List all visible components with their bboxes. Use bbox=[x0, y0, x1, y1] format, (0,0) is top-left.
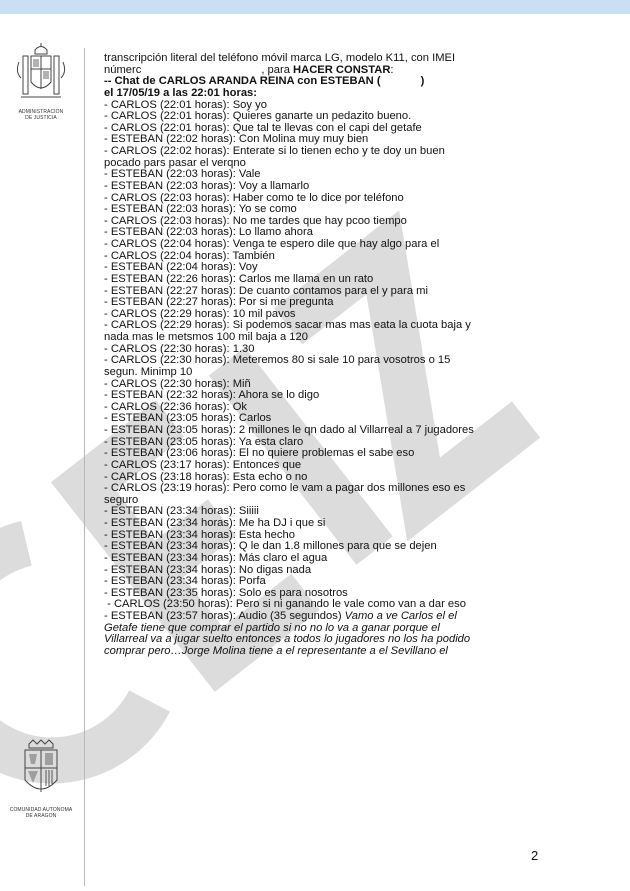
justice-seal bbox=[10, 42, 72, 121]
page-number: 2 bbox=[531, 848, 539, 863]
speaker-label: - ESTEBAN (22:04 horas): bbox=[104, 261, 236, 274]
speaker-label: - ESTEBAN (22:32 horas): bbox=[104, 389, 236, 402]
seal-caption-bottom: COMUNIDAD AUTONOMA DE ARAGON bbox=[9, 807, 73, 819]
margin-rule bbox=[84, 48, 85, 886]
speaker-label: - ESTEBAN (22:02 horas): bbox=[104, 133, 236, 146]
speaker-label: - CARLOS (23:19 horas): bbox=[104, 482, 230, 495]
message-text: Vale bbox=[235, 168, 261, 181]
message-text: Me ha DJ i que si bbox=[235, 517, 326, 529]
chat-title: -- Chat de CARLOS ARANDA REINA con ESTEBAN ( ) bbox=[104, 75, 425, 88]
message-text: Pero como le vam a pagar dos millones eso es bbox=[229, 482, 466, 495]
message-text: Audio (35 segundos) bbox=[235, 610, 345, 622]
speaker-label: - ESTEBAN (23:57 horas): bbox=[104, 610, 236, 622]
speaker-label: - CARLOS (22:04 horas): bbox=[104, 249, 230, 262]
message-text: Si podemos sacar mas mas eata la cuota baja y bbox=[229, 319, 471, 332]
speaker-label: - CARLOS (22:03 horas): bbox=[104, 191, 230, 204]
message-text: Quieres ganarte un pedazito bueno. bbox=[229, 110, 412, 123]
speaker-label: - ESTEBAN (23:34 horas): bbox=[104, 540, 236, 553]
speaker-label: - ESTEBAN (22:03 horas): bbox=[104, 203, 236, 216]
message-text: Siiiii bbox=[235, 505, 259, 518]
speaker-label: - CARLOS (22:02 horas): bbox=[104, 145, 230, 157]
audio-transcript-text: comprar pero…Jorge Molina tiene a el representante a el Sevillano el bbox=[104, 644, 448, 657]
speaker-label: - CARLOS (22:04 horas): bbox=[104, 238, 230, 250]
top-band bbox=[0, 0, 630, 14]
speaker-label: - CARLOS (22:03 horas): bbox=[104, 214, 230, 227]
speaker-label: - ESTEBAN (22:03 horas): bbox=[104, 226, 236, 239]
message-text: No digas nada bbox=[235, 563, 312, 576]
message-text: De cuanto contamos para el y para mi bbox=[235, 284, 428, 297]
speaker-label: - CARLOS (22:29 horas): bbox=[104, 307, 230, 320]
message-text: Ok bbox=[229, 400, 248, 413]
speaker-label: - ESTEBAN (23:34 horas): bbox=[104, 528, 236, 541]
message-text: Por si me pregunta bbox=[235, 296, 334, 309]
speaker-label: - ESTEBAN (23:05 horas): bbox=[104, 412, 236, 425]
speaker-label: - CARLOS (22:01 horas): bbox=[104, 98, 230, 111]
audio-transcript-text: Vamo a ve Carlos el el bbox=[344, 610, 457, 622]
message-text: 10 mil pavos bbox=[229, 307, 296, 320]
speaker-label: - ESTEBAN (23:35 horas): bbox=[104, 586, 236, 599]
speaker-label: - ESTEBAN (22:03 horas): bbox=[104, 168, 236, 181]
audio-transcript-text: Getafe tiene que comprar el partido si no no lo va a ganar porque el bbox=[104, 621, 440, 634]
message-text: Esta hecho bbox=[235, 528, 295, 541]
seal-caption-top: ADMINISTRACION DE JUSTICIA bbox=[18, 109, 64, 121]
message-text: seguro bbox=[104, 493, 139, 506]
message-text: Q le dan 1.8 millones para que se dejen bbox=[235, 540, 437, 553]
message-text: Esta echo o no bbox=[229, 470, 308, 483]
transcript-line bbox=[104, 483, 544, 495]
message-text: Venga te espero dile que hay algo para el bbox=[229, 238, 440, 250]
speaker-label: - ESTEBAN (22:26 horas): bbox=[104, 272, 236, 285]
message-list bbox=[104, 100, 544, 658]
speaker-label: - ESTEBAN (22:27 horas): bbox=[104, 284, 236, 297]
coat-of-arms-icon bbox=[17, 738, 65, 804]
message-text: No me tardes que hay pcoo tiempo bbox=[229, 214, 407, 227]
message-text: Enterate si lo tienen echo y te doy un buen bbox=[229, 145, 445, 157]
message-text: Ahora se lo digo bbox=[235, 389, 320, 402]
speaker-label: - ESTEBAN (23:06 horas): bbox=[104, 447, 236, 460]
speaker-label: - ESTEBAN (23:34 horas): bbox=[104, 575, 236, 588]
chat-date: el 17/05/19 a las 22:01 horas: bbox=[104, 86, 257, 99]
message-text: Porfa bbox=[235, 575, 266, 588]
intro-line: transcripción literal del teléfono móvil marca LG, modelo K11, con IMEI bbox=[104, 52, 456, 64]
speaker-label: - ESTEBAN (22:27 horas): bbox=[104, 296, 236, 309]
message-text: Meteremos 80 si sale 10 para vosotros o 15 bbox=[229, 354, 451, 367]
speaker-label: - ESTEBAN (22:03 horas): bbox=[104, 179, 236, 192]
message-text: Pero si ni ganando le vale como van a dar eso bbox=[232, 598, 466, 611]
speaker-label: - CARLOS (22:30 horas): bbox=[104, 354, 230, 367]
coat-of-arms-icon bbox=[15, 42, 67, 106]
speaker-label: - CARLOS (23:50 horas): bbox=[104, 598, 233, 611]
transcript-line bbox=[104, 646, 544, 658]
intro-line-2: númerc , para HACER CONSTAR: bbox=[104, 63, 394, 76]
message-text: Lo llamo ahora bbox=[235, 226, 313, 239]
message-text: Miñ bbox=[229, 377, 251, 390]
message-text: Con Molina muy muy bien bbox=[235, 133, 369, 146]
speaker-label: - CARLOS (23:18 horas): bbox=[104, 470, 230, 483]
message-text: Yo se como bbox=[235, 203, 297, 216]
message-text: Voy a llamarlo bbox=[235, 179, 310, 192]
message-text: Más claro el agua bbox=[235, 551, 328, 564]
message-text: Haber como te lo dice por teléfono bbox=[229, 191, 404, 204]
document-body bbox=[104, 53, 544, 658]
message-text: Entonces que bbox=[229, 458, 302, 471]
aragon-seal bbox=[10, 738, 72, 819]
audio-transcript-text: Villarreal va a jugar suelto entonces a todos lo jugadores no los ha podido bbox=[104, 633, 471, 646]
message-text: Soy yo bbox=[229, 98, 267, 111]
speaker-label: - CARLOS (22:01 horas): bbox=[104, 121, 230, 134]
message-text: Voy bbox=[235, 261, 258, 274]
speaker-label: - CARLOS (22:29 horas): bbox=[104, 319, 230, 332]
speaker-label: - CARLOS (22:30 horas): bbox=[104, 342, 230, 355]
message-text: Carlos me llama en un rato bbox=[235, 272, 374, 285]
speaker-label: - ESTEBAN (23:34 horas): bbox=[104, 563, 236, 576]
message-text: 2 millones le qn dado al Villarreal a 7 jugadores bbox=[235, 424, 474, 436]
speaker-label: - ESTEBAN (23:34 horas): bbox=[104, 551, 236, 564]
speaker-label: - ESTEBAN (23:34 horas): bbox=[104, 517, 236, 529]
message-text: nada mas le metsmos 100 mil baja a 120 bbox=[104, 331, 308, 343]
message-text: pocado pars pasar el verqno bbox=[104, 156, 246, 169]
message-text: Carlos bbox=[235, 412, 272, 425]
speaker-label: - ESTEBAN (23:05 horas): bbox=[104, 424, 236, 436]
message-text: Ya esta claro bbox=[235, 435, 304, 448]
message-text: También bbox=[229, 249, 275, 262]
speaker-label: - CARLOS (22:36 horas): bbox=[104, 400, 230, 413]
speaker-label: - ESTEBAN (23:34 horas): bbox=[104, 505, 236, 518]
message-text: El no quiere problemas el sabe eso bbox=[235, 447, 415, 460]
message-text: Que tal te llevas con el capi del getafe bbox=[229, 121, 422, 134]
speaker-label: - CARLOS (22:30 horas): bbox=[104, 377, 230, 390]
speaker-label: - ESTEBAN (23:05 horas): bbox=[104, 435, 236, 448]
speaker-label: - CARLOS (22:01 horas): bbox=[104, 110, 230, 123]
speaker-label: - CARLOS (23:17 horas): bbox=[104, 458, 230, 471]
message-text: Solo es para nosotros bbox=[235, 586, 348, 599]
message-text: 1.30 bbox=[229, 342, 255, 355]
message-text: segun. Minimp 10 bbox=[104, 365, 193, 378]
